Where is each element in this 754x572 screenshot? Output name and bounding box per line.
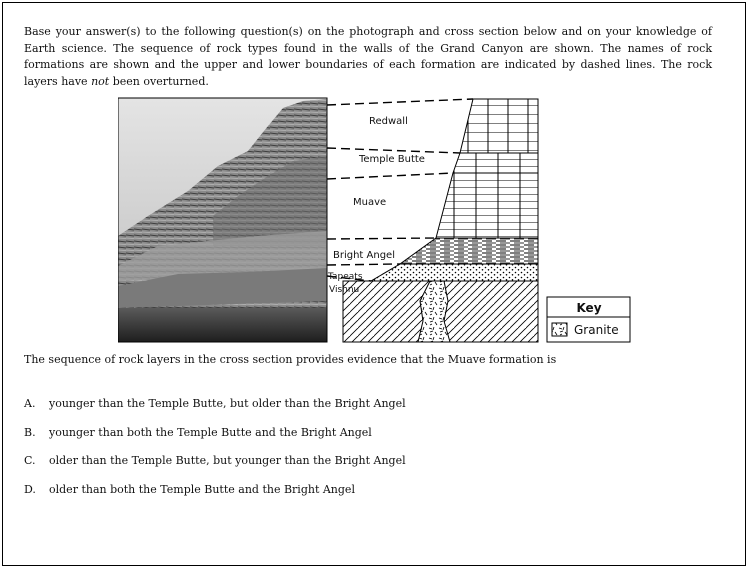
choice-a[interactable]: [24, 397, 406, 410]
granite-swatch-icon: [552, 323, 567, 336]
choice-d-text: older than both the Temple Butte and the Bright Angel: [49, 483, 355, 496]
label-vishnu: Vishnu: [329, 285, 360, 295]
canyon-figure: [118, 96, 632, 346]
key-granite-label: Granite: [574, 323, 619, 337]
choice-b-text: younger than both the Temple Butte and the Bright Angel: [49, 426, 372, 439]
choice-a-text: younger than the Temple Butte, but older than the Bright Angel: [49, 397, 406, 410]
choice-b[interactable]: [24, 426, 372, 439]
choice-b-letter: B.: [24, 426, 36, 439]
choice-d[interactable]: [24, 483, 355, 496]
label-tapeats: Tapeats: [328, 272, 363, 282]
choice-c-letter: C.: [24, 454, 36, 467]
question-stem: The sequence of rock layers in the cross section provides evidence that the Muave formation is: [24, 353, 557, 366]
intro-emphasis: not: [91, 74, 110, 88]
intro-text-1: Base your answer(s) to the following question(s) on the photograph and cross section below and on your knowledge of Earth science. The sequence of rock types found in the walls of the Grand Canyon are shown. The names of rock formations are shown and the upper and lower boundaries of each formation are indicated by dashed lines. The rock layers have: [24, 25, 712, 88]
layer-tapeats: [371, 264, 538, 281]
canyon-photograph: [118, 98, 327, 342]
choice-c[interactable]: [24, 454, 406, 467]
cross-section-diagram: [118, 96, 632, 346]
label-redwall: Redwall: [369, 116, 408, 127]
legend-key: [547, 297, 630, 342]
label-bright-angel: Bright Angel: [333, 250, 395, 261]
question-intro: [24, 24, 712, 90]
rock-column: [343, 99, 538, 342]
layer-muave: [436, 173, 538, 238]
layer-temple-butte: [453, 153, 538, 173]
choice-d-letter: D.: [24, 483, 36, 496]
layer-bright-angel: [400, 238, 538, 264]
label-temple-butte: Temple Butte: [359, 154, 425, 165]
choice-a-letter: A.: [24, 397, 36, 410]
layer-redwall: [460, 99, 538, 153]
choice-c-text: older than the Temple Butte, but younger than the Bright Angel: [49, 454, 406, 467]
key-title: Key: [576, 301, 602, 315]
label-muave: Muave: [353, 197, 387, 208]
intro-text-2: been overturned.: [109, 74, 209, 88]
